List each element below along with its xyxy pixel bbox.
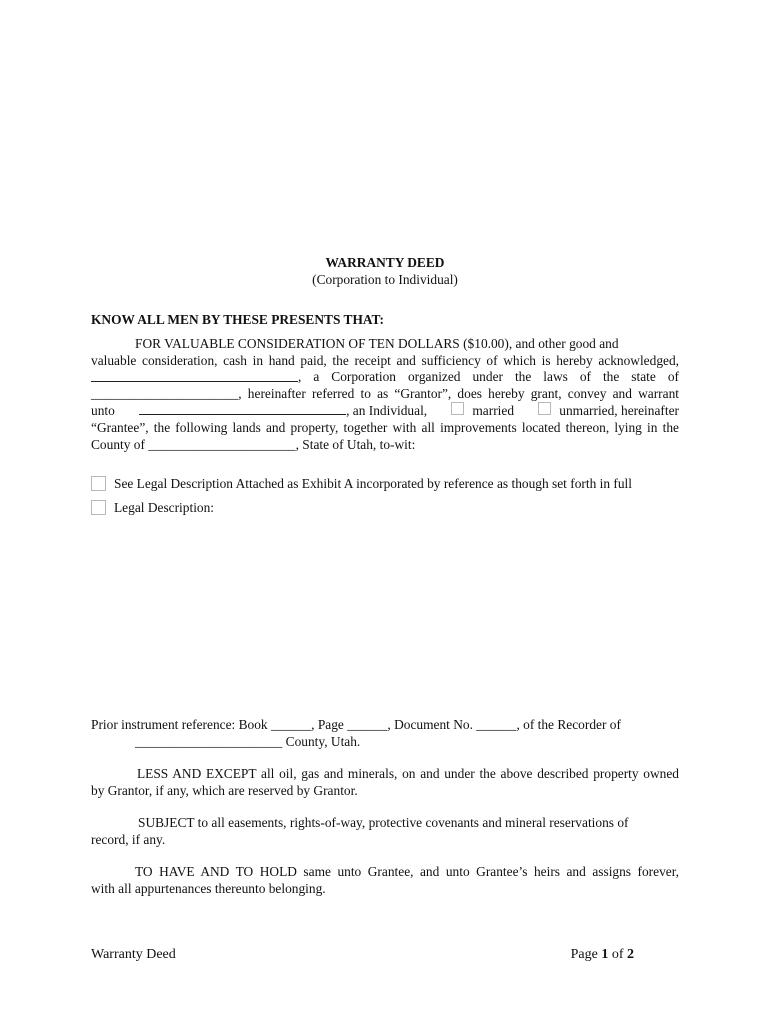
total-pages: 2 <box>627 947 634 962</box>
current-page: 1 <box>601 947 609 962</box>
prior-instrument-paragraph <box>91 717 679 750</box>
habendum-line-2: with all appurtenances thereunto belonging. <box>91 880 326 896</box>
less-except-paragraph <box>91 766 679 799</box>
footer-document-name: Warranty Deed <box>91 947 176 962</box>
subject-to-line-1: SUBJECT to all easements, rights-of-way, protective covenants and mineral reservations of <box>138 815 629 830</box>
exhibit-option <box>91 476 632 492</box>
consideration-line-4: ______________________, hereinafter referred to as “Grantor”, does hereby grant, convey and warrant <box>91 385 679 401</box>
consideration-line-3: , a Corporation organized under the laws of the state of <box>91 369 679 386</box>
consideration-paragraph <box>91 336 679 453</box>
document-title: WARRANTY DEED <box>325 255 445 270</box>
unmarried-label: unmarried, hereinafter <box>559 403 679 419</box>
less-except-line-1: LESS AND EXCEPT all oil, gas and minerals, on and under the above described property owned <box>137 766 679 781</box>
title-block <box>0 254 770 288</box>
consideration-line-7: County of ______________________, State of Utah, to-wit: <box>91 436 416 452</box>
legal-description-option <box>91 500 214 516</box>
unmarried-checkbox[interactable] <box>538 402 551 415</box>
habendum-line-1: TO HAVE AND TO HOLD same unto Grantee, and unto Grantee’s heirs and assigns forever, <box>135 864 679 879</box>
consideration-line-6: “Grantee”, the following lands and property, together with all improvements located thereon, lying in the <box>91 419 679 435</box>
subject-to-line-2: record, if any. <box>91 831 166 847</box>
consideration-line-2: valuable consideration, cash in hand paid, the receipt and sufficiency of which is hereby acknowledged, <box>91 352 679 368</box>
habendum-paragraph <box>91 864 679 897</box>
prior-instrument-line-1: Prior instrument reference: Book ______, Page ______, Document No. ______, of the Recorder of <box>91 717 621 732</box>
married-label: married <box>472 403 515 419</box>
exhibit-checkbox[interactable] <box>91 476 106 491</box>
corporation-name-field[interactable] <box>91 369 298 382</box>
consideration-line-5: unto , an Individual, married unmarried, hereinafter <box>91 403 679 419</box>
legal-description-checkbox[interactable] <box>91 500 106 515</box>
document-subtitle: (Corporation to Individual) <box>312 272 458 287</box>
prior-instrument-line-2: ______________________ County, Utah. <box>135 733 361 749</box>
legal-description-label: Legal Description: <box>114 500 215 515</box>
exhibit-label: See Legal Description Attached as Exhibit A incorporated by reference as though set forth in full <box>114 476 632 491</box>
married-checkbox[interactable] <box>451 402 464 415</box>
grantee-name-field[interactable] <box>139 402 346 415</box>
subject-to-paragraph <box>91 815 679 848</box>
consideration-line-1: FOR VALUABLE CONSIDERATION OF TEN DOLLARS ($10.00), and other good and <box>135 336 619 351</box>
footer-page-number: Page 1 of 2 <box>570 947 634 962</box>
less-except-line-2: by Grantor, if any, which are reserved by Grantor. <box>91 782 358 798</box>
section-heading: KNOW ALL MEN BY THESE PRESENTS THAT: <box>91 312 384 327</box>
